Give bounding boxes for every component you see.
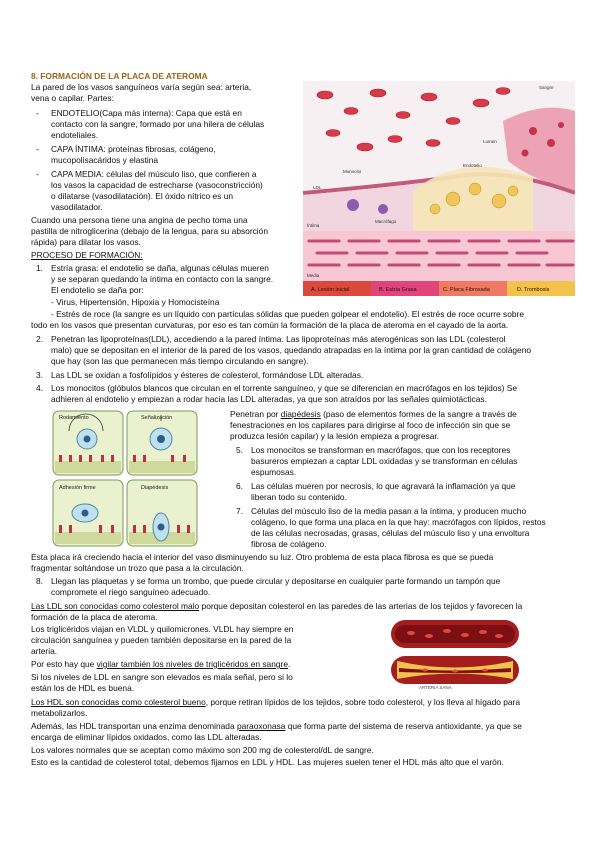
diapedesis-line-1 [230,409,517,420]
paraoxonasa-line-2: encarga de eliminar lípidos oxidados, como las LDL alteradas. [31,732,262,742]
endotelio-line-2: contacto con la sangre, formado por una hilera de células [51,119,265,129]
media-line-1: CAPA MEDIA: células del músculo liso, que confieren a [51,169,257,179]
hdl-line-1 [31,697,520,708]
step6-line-2: liberan todo su contenido. [251,492,347,502]
angina-line-3: rápida) para dilatar los vasos. [31,237,141,247]
vigilar-term: vigilar también los niveles de triglicéridos en sangre [96,659,288,669]
step1-line-2: y se separan quedando la íntima en contacto con la sangre. [51,274,274,284]
step6-line-1: Las células mueren por necrosis, lo que agravará la inflamación ya que [251,481,516,491]
step5-line-2: basureros empiezan a captar LDL oxidadas y se transforman en células [251,456,518,466]
stage-label-a: A. Lesión inicial [311,287,350,293]
media-line-3: o dilatarse (vasodilatación). El óxido nítrico es un [51,191,234,201]
fig-label-8: Lumen [483,139,497,144]
artery-comparison-figure [385,616,525,692]
diapedesis-pre: Penetran por [230,409,281,419]
bullet-marker: - [36,108,39,118]
panel-label-rolling: Rodamiento [59,415,89,421]
ldl-line-1 [31,601,522,612]
step-number: 4. [36,383,43,393]
media-line-2: los vasos la capacidad de estrecharse (vasoconstricción) [51,180,263,190]
step-number: 1. [36,263,43,273]
step7-line-3: de las células necrosadas, grasas, células del músculo liso y una envoltura [251,528,530,538]
step1-causes: - Virus, Hipertensión, Hipoxia y Homocisteína [51,297,220,307]
paraoxonasa-line-1 [31,721,522,732]
step3-text: Las LDL se oxidan a fosfolípidos y ésteres de colesterol, formándose LDL alteradas. [51,370,364,380]
atheroma-stages-figure [303,81,575,296]
panel-label-diapedesis: Diapédesis [141,485,169,491]
fig-label-3: Macrófago [375,219,397,224]
trig-line-3: arteria. [31,646,58,656]
diapedesis-line-2: fenestraciones en los capilares para dirigirse al foco de infección sin que se [230,420,511,430]
fig-label-6: Íntima [307,223,320,228]
ldl-line-2: formación de la placa de ateroma. [31,612,158,622]
step4-line-2: adhieren al endotelio y empiezan a rodar hacia las LDL alteradas, ya que son atraídos por las señales quimiotácticas. [51,394,487,404]
step7-line-4: fibrosa de colágeno. [251,539,327,549]
fig-label-4: LDL [313,185,322,190]
vigilar-pre: Por esto hay que [31,659,97,669]
normal-values: Los valores normales que se aceptan como máximo son 200 mg de colesterol/dL de sangre. [31,745,374,755]
hdl-rest: , porque retiran lípidos de los tejidos, sobre todo colesterol, y los lleva al hígado para [205,697,520,707]
step2-line-1: Penetran las lipoproteínas(LDL), accediendo a la pared íntima. Las lipoproteínas más aterogénicas son las LDL (colesterol [51,334,506,344]
intro-line-2: vena o capilar. Partes: [31,93,114,103]
ldl-term: Las LDL son conocidas como colesterol malo [31,601,200,611]
hdl-line-2: metabolizarlos. [31,708,88,718]
step1-line-3: El endotelio se daña por: [51,285,144,295]
step-number: 3. [36,370,43,380]
vigilar-line [31,659,290,670]
stage-label-c: C. Placa Fibrosada [443,287,490,293]
stage-label-d: D. Trombosis [517,287,550,293]
step1-line-1: Estría grasa: el endotelio se daña, algunas células mueren [51,263,269,273]
step-number: 2. [36,334,43,344]
process-heading: PROCESO DE FORMACIÓN: [31,250,143,260]
diapedesis-term: diapédesis [280,409,321,419]
fig-label-1: Sangre [539,85,554,90]
panel-label-signaling: Señalización [141,415,173,421]
trig-line-1: Los triglicéridos viajan en VLDL y quilomicrones. VLDL hay siempre en [31,624,294,634]
step7-line-1: Células del músculo liso de la media pasan a la íntima, y producen mucho [251,506,527,516]
artery-caption: ARTERIA SANA [419,685,452,690]
fig-label-7: Media [307,273,320,278]
intima-line-1: CAPA ÍNTIMA: proteínas fibrosas, colágeno, [51,144,216,154]
step-number: 5. [236,445,243,455]
bullet-marker: - [36,169,39,179]
step1-roce-1: - Estrés de roce (la sangre es un líquido con partículas sólidas que pueden golpear el endotelio). El estrés de roce ocurre sobre [51,309,524,319]
levels-line-2: están los de HDL es buena. [31,683,135,693]
parao-pre: Además, las HDL transportan una enzima denominada [31,721,237,731]
step2-line-2: malo) que se depositan en el interior de la pared de los vasos, quedando atrapadas en la íntima por la gran cantidad de colágeno [51,345,532,355]
stage-label-b: B. Estría Grasa [379,287,417,293]
step5-line-1: Los monocitos se transforman en macrófagos, que con los receptores [251,445,511,455]
angina-line-2: pastilla de nitroglicerina (debajo de la lengua, para su absorción [31,226,268,236]
levels-line-1: Si los niveles de LDL en sangre son elevados es mala señal, pero si lo [31,672,293,682]
ldl-rest: porque depositan colesterol en las paredes de las arterias de los tejidos y favorecen la [199,601,523,611]
fig-label-5: Endotelio [463,163,482,168]
step5-line-3: espumosas. [251,467,297,477]
endotelio-line-3: endoteliales. [51,130,99,140]
step2-line-3: que hay (son las que permanecen más tiempo circulando en sangre). [51,356,309,366]
intima-line-2: mucopolisacáridos y elastina [51,155,159,165]
panel-label-adhesion: Adhesión firme [59,485,96,491]
plaque-growth-line-1: Esta placa irá creciendo hacia el interior del vaso disminuyendo su luz. Otro problema de esta placa fibrosa es que se pueda [31,552,494,562]
step7-line-2: colágeno, lo que forma una placa en la que hay: macrófagos con lípidos, restos [251,517,546,527]
endotelio-line-1: ENDOTELIO(Capa más interna): Capa que está en [51,108,242,118]
step8-line-1: Llegan las plaquetas y se forma un trombo, que puede circular y depositarse en cualquier parte formando un tampón que [51,576,501,586]
intro-line-1: La pared de los vasos sanguíneos varía según sea: arteria, [31,82,252,92]
step4-line-1: Los monocitos (glóbulos blancos que circulan en el torrente sanguíneo, y que se diferencian en macrófagos en los tejidos) Se [51,383,518,393]
plaque-growth-line-2: fragmentar soltándose un trozo que pasa a la circulación. [31,563,244,573]
section-title: 8. FORMACIÓN DE LA PLACA DE ATEROMA [31,71,208,81]
vigilar-post: . [287,659,291,669]
parao-rest: que forma parte del sistema de reserva antioxidante, ya que se [285,721,522,731]
media-line-4: vasodilatador. [51,202,103,212]
diapedesis-rest: (paso de elementos formes de la sangre a través de [320,409,517,419]
step-number: 7. [236,506,243,516]
diapedesis-line-3: produzca lesión capilar) y la lesión empieza a progresar. [230,431,440,441]
parao-term: paraoxonasa [236,721,286,731]
hdl-term: Los HDL son conocidas como colesterol bueno [31,697,206,707]
step8-line-2: compromete el riego sanguíneo adecuado. [51,587,211,597]
fig-label-2: Monocito [343,169,362,174]
leukocyte-extravasation-figure [51,409,199,548]
step-number: 8. [36,576,43,586]
trig-line-2: circulación sanguínea y pueden también depositarse en la pared de la [31,635,292,645]
angina-line-1: Cuando una persona tiene una angina de pecho toma una [31,215,248,225]
step1-roce-2: todo en los vasos que presentan curvaturas, por eso es tan común la formación de la placa de ateroma en el cayado de la aorta. [31,320,509,330]
step-number: 6. [236,481,243,491]
bullet-marker: - [36,144,39,154]
total-cholesterol: Esto es la cantidad de colesterol total, debemos fijarnos en LDL y HDL. Las mujeres suelen tener el HDL más alto que el varón. [31,757,504,767]
